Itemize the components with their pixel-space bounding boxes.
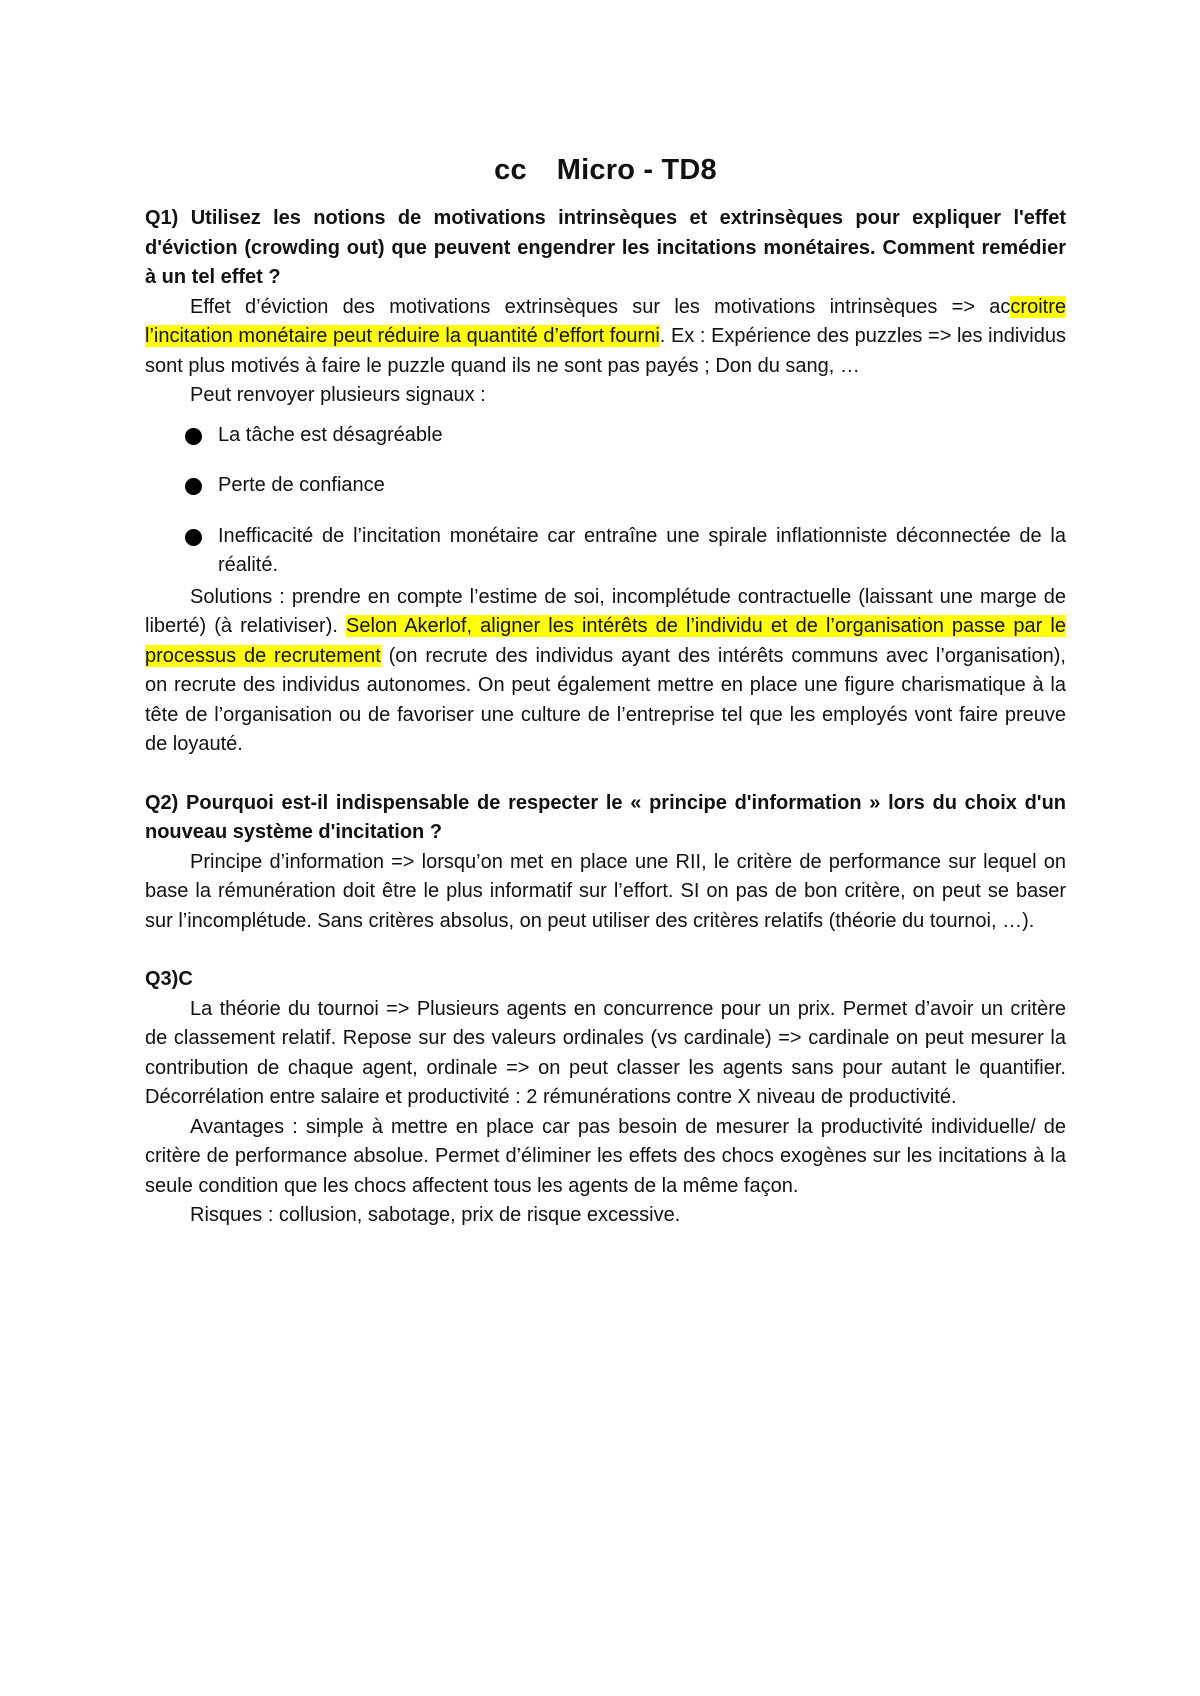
question-1-section	[145, 204, 1066, 760]
list-item	[145, 522, 1066, 581]
q1-paragraph-3	[145, 583, 1066, 760]
q1-p3-text-before: Solutions : prendre en compte l’estime de soi, incomplétude contractuelle (laissant une marge de liberté) (à relativiser).	[145, 585, 1066, 637]
bullet-dot-icon	[185, 529, 202, 546]
list-item	[145, 421, 1066, 451]
signals-list	[145, 421, 1066, 581]
q1-p1-highlight: croitre l’incitation monétaire peut réduire la quantité d’effort fourni	[145, 295, 1066, 347]
spacer	[145, 760, 1066, 789]
question-3: Q3)C	[145, 968, 193, 990]
question-1: Q1) Utilisez les notions de motivations intrinsèques et extrinsèques pour expliquer l'effet d'éviction (crowding out) que peuvent engendrer les incitations monétaires. Comment remédier à un tel effet ?	[145, 207, 1066, 288]
list-item	[145, 471, 1066, 501]
q2-paragraph-1: Principe d’information => lorsqu’on met en place une RII, le critère de performance sur lequel on base la rémunération doit être le plus informatif sur l’effort. SI on pas de bon critère, on peut se baser sur l’incomplétude. Sans critères absolus, on peut utiliser des critères relatifs (théorie du tournoi, …).	[145, 850, 1066, 932]
q1-p1-text-after: . Ex : Expérience des puzzles => les individus sont plus motivés à faire le puzzle quand ils ne sont pas payés ; Don du sang, …	[145, 325, 1066, 377]
q1-p1-text-before: Effet d’éviction des motivations extrinsèques sur les motivations intrinsèques => ac	[190, 295, 1011, 318]
page-title	[145, 150, 1066, 190]
q3-paragraph-3: Risques : collusion, sabotage, prix de risque excessive.	[190, 1204, 681, 1226]
list-item-text: Inefficacité de l’incitation monétaire car entraîne une spirale inflationniste déconnectée de la réalité.	[218, 524, 1066, 576]
q3-paragraph-1: La théorie du tournoi => Plusieurs agents en concurrence pour un prix. Permet d’avoir un critère de classement relatif. Repose sur des valeurs ordinales (vs cardinale) => cardinale on peut mesurer la contribution de chaque agent, ordinale => on peut classer les agents sans pour autant le quantifier. Décorrélation entre salaire et productivité : 2 rémunérations contre X niveau de productivité.	[145, 997, 1066, 1108]
list-item-text: La tâche est désagréable	[218, 423, 443, 446]
question-2-section	[145, 789, 1066, 937]
title-prefix: cc	[494, 154, 527, 186]
list-item-text: Perte de confiance	[218, 474, 385, 496]
q1-paragraph-1	[145, 293, 1066, 382]
bullet-dot-icon	[185, 428, 202, 445]
question-3-section	[145, 965, 1066, 1231]
spacer	[145, 936, 1066, 965]
title-main: Micro - TD8	[556, 154, 717, 186]
bullet-dot-icon	[185, 478, 202, 495]
question-2: Q2) Pourquoi est-il indispensable de respecter le « principe d'information » lors du choix d'un nouveau système d'incitation ?	[145, 791, 1066, 843]
q1-paragraph-2: Peut renvoyer plusieurs signaux :	[190, 384, 486, 406]
q3-paragraph-2: Avantages : simple à mettre en place car pas besoin de mesurer la productivité individuelle/ de critère de performance absolue. Permet d’éliminer les effets des chocs exogènes sur les incitations à la seule condition que les chocs affectent tous les agents de la même façon.	[145, 1115, 1066, 1197]
q1-p3-text-after: (on recrute des individus ayant des intérêts communs avec l’organisation), on recrute des individus autonomes. On peut également mettre en place une figure charismatique à la tête de l’organisation ou de favoriser une culture de l’entreprise tel que les employés vont faire preuve de loyauté.	[145, 644, 1066, 755]
q1-p3-highlight: Selon Akerlof, aligner les intérêts de l’individu et de l’organisation passe par le processus de recrutement	[145, 615, 1066, 667]
